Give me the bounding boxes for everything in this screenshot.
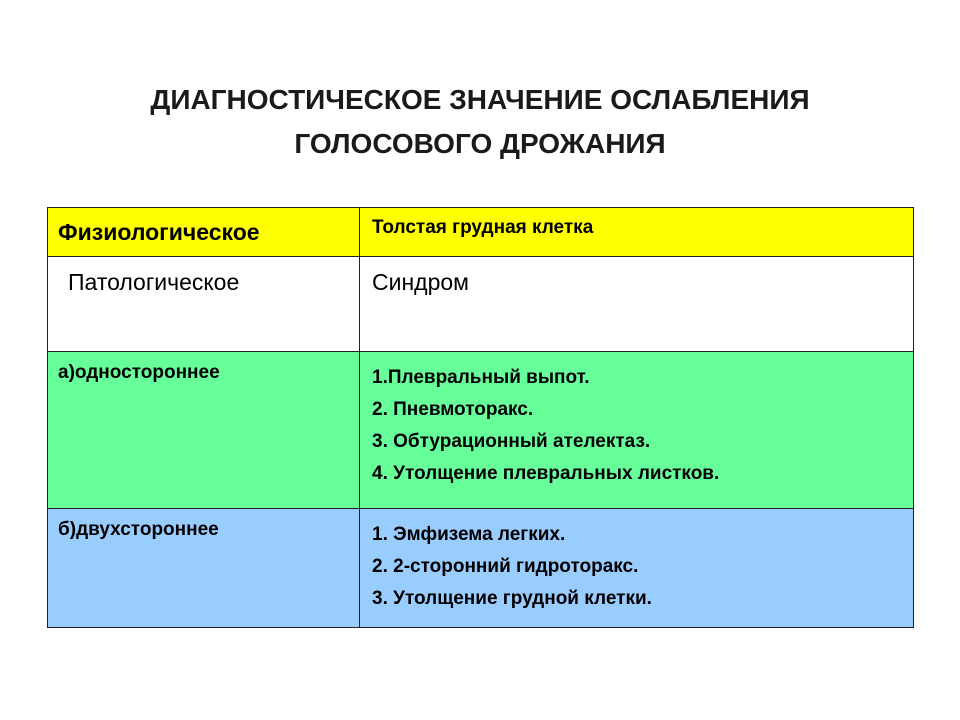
- list-item: 1.Плевральный выпот.: [372, 367, 590, 388]
- unilateral-row: [48, 352, 914, 509]
- unilateral-label-cell: [48, 352, 360, 509]
- physiological-value-cell: [360, 208, 914, 257]
- bilateral-label: б)двухстороннее: [58, 519, 219, 540]
- list-item: 2. 2-сторонний гидроторакс.: [372, 556, 639, 577]
- syndrome-label: Синдром: [372, 269, 469, 295]
- slide-title-line-1: ДИАГНОСТИЧЕСКОЕ ЗНАЧЕНИЕ ОСЛАБЛЕНИЯ: [150, 84, 810, 115]
- list-item: 4. Утолщение плевральных листков.: [372, 463, 720, 484]
- bilateral-list: [360, 509, 913, 615]
- list-item: 3. Утолщение грудной клетки.: [372, 588, 652, 609]
- unilateral-items-cell: [360, 352, 914, 509]
- pathological-label: Патологическое: [68, 269, 240, 295]
- bilateral-label-cell: [48, 509, 360, 628]
- physiological-row: [48, 208, 914, 257]
- list-item: 3. Обтурационный ателектаз.: [372, 431, 651, 452]
- physiological-label-cell: [48, 208, 360, 257]
- slide-title: [60, 78, 900, 166]
- list-item: 2. Пневмоторакс.: [372, 399, 534, 420]
- list-item: 1. Эмфизема легких.: [372, 524, 566, 545]
- pathological-label-cell: [48, 257, 360, 352]
- syndrome-header-cell: [360, 257, 914, 352]
- pathological-header-row: [48, 257, 914, 352]
- unilateral-label: а)одностороннее: [58, 362, 220, 383]
- bilateral-items-cell: [360, 509, 914, 628]
- bilateral-row: [48, 509, 914, 628]
- physiological-value: Толстая грудная клетка: [372, 217, 594, 238]
- slide-title-line-2: ГОЛОСОВОГО ДРОЖАНИЯ: [294, 128, 666, 159]
- diagnostic-table: [47, 207, 914, 628]
- unilateral-list: [360, 352, 913, 490]
- physiological-label: Физиологическое: [58, 219, 260, 245]
